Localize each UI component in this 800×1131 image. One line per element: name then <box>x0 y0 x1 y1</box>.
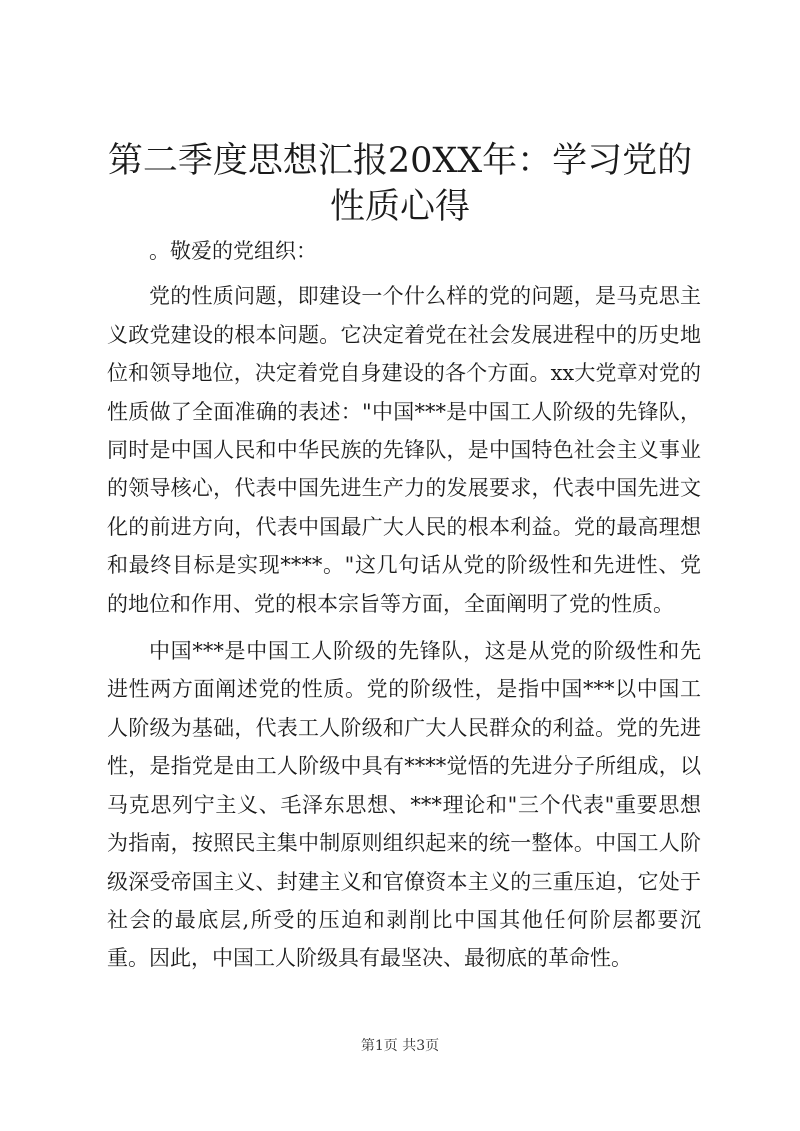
document-title: 第二季度思想汇报20XX年：学习党的性质心得 <box>107 141 693 227</box>
salutation: 。敬爱的党组织： <box>149 239 317 263</box>
paragraph-2: 中国***是中国工人阶级的先锋队，这是从党的阶级性和先进性两方面阐述党的性质。党的阶级性，是指中国***以中国工人阶级为基础，代表工人阶级和广大人民群众的利益。党的先进性，是指党是由工人阶级中具有****觉悟的先进分子所组成，以马克思列宁主义、毛泽东思想、***理论和"三个代表"重要思想为指南，按照民主集中制原则组织起来的统一整体。中国工人阶级深受帝国主义、封建主义和官僚资本主义的三重压迫，它处于社会的最底层,所受的压迫和剥削比中国其他任何阶层都要沉重。因此，中国工人阶级具有最坚决、最彻底的革命性。 <box>107 639 701 971</box>
document-body <box>107 232 701 987</box>
paragraph-1: 党的性质问题，即建设一个什么样的党的问题，是马克思主义政党建设的根本问题。它决定着党在社会发展进程中的历史地位和领导地位，决定着党自身建设的各个方面。xx大党章对党的性质做了全面准确的表述："中国***是中国工人阶级的先锋队，同时是中国人民和中华民族的先锋队，是中国特色社会主义事业的领导核心，代表中国先进生产力的发展要求，代表中国先进文化的前进方向，代表中国最广大人民的根本利益。党的最高理想和最终目标是实现****。"这几句话从党的阶级性和先进性、党的地位和作用、党的根本宗旨等方面，全面阐明了党的性质。 <box>107 284 701 616</box>
page-footer: 第1页 共3页 <box>360 1038 440 1054</box>
